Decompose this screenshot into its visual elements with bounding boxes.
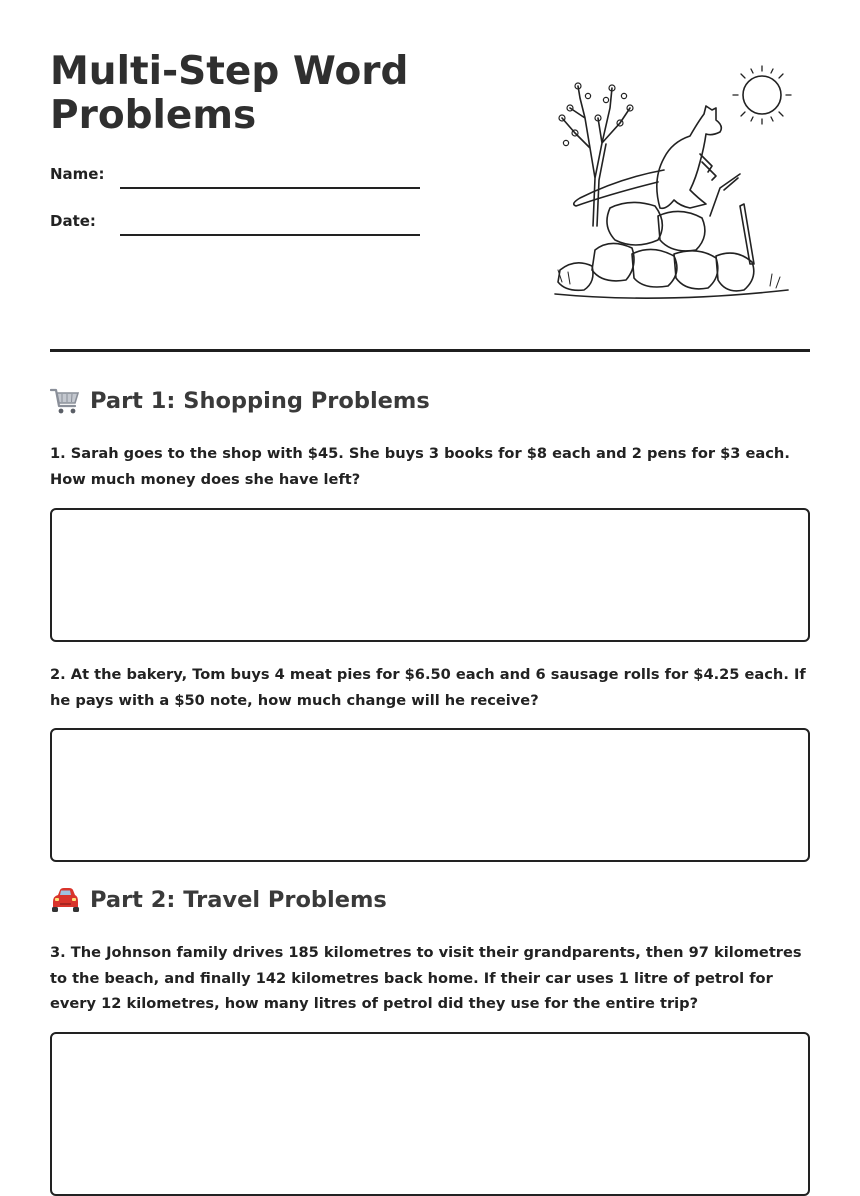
section-title-shopping <box>50 386 430 416</box>
date-field[interactable] <box>120 234 420 236</box>
section-title-label: Part 2: Travel Problems <box>90 887 387 913</box>
question-text: Sarah goes to the shop with $45. She buys 3 books for $8 each and 2 pens for $3 each. How much money does she have left? <box>50 445 790 488</box>
question-2 <box>50 662 810 713</box>
answer-box-1[interactable] <box>50 508 810 642</box>
question-1 <box>50 441 810 492</box>
section-title-travel <box>50 885 387 915</box>
question-text: At the bakery, Tom buys 4 meat pies for $6.50 each and 6 sausage rolls for $4.25 each. If he pays with a $50 note, how much change will he receive? <box>50 666 806 709</box>
red-car-icon <box>50 885 80 915</box>
date-label: Date: <box>50 212 96 230</box>
name-label: Name: <box>50 165 105 183</box>
kangaroo-on-rocks-illustration <box>540 58 800 308</box>
answer-box-2[interactable] <box>50 728 810 862</box>
question-number: 2. <box>50 666 66 683</box>
question-text: The Johnson family drives 185 kilometres to visit their grandparents, then 97 kilometres to the beach, and finally 142 kilometres back home. If their car uses 1 litre of petrol for every 12 kilometres, how many litres of petrol did they use for the entire trip? <box>50 944 802 1012</box>
answer-box-3[interactable] <box>50 1032 810 1196</box>
question-3 <box>50 940 810 1017</box>
section-title-label: Part 1: Shopping Problems <box>90 388 430 414</box>
shopping-cart-icon <box>50 386 80 416</box>
name-field[interactable] <box>120 187 420 189</box>
header-divider <box>50 349 810 352</box>
worksheet-title: Multi-Step Word Problems <box>50 49 409 138</box>
question-number: 1. <box>50 445 66 462</box>
question-number: 3. <box>50 944 66 961</box>
